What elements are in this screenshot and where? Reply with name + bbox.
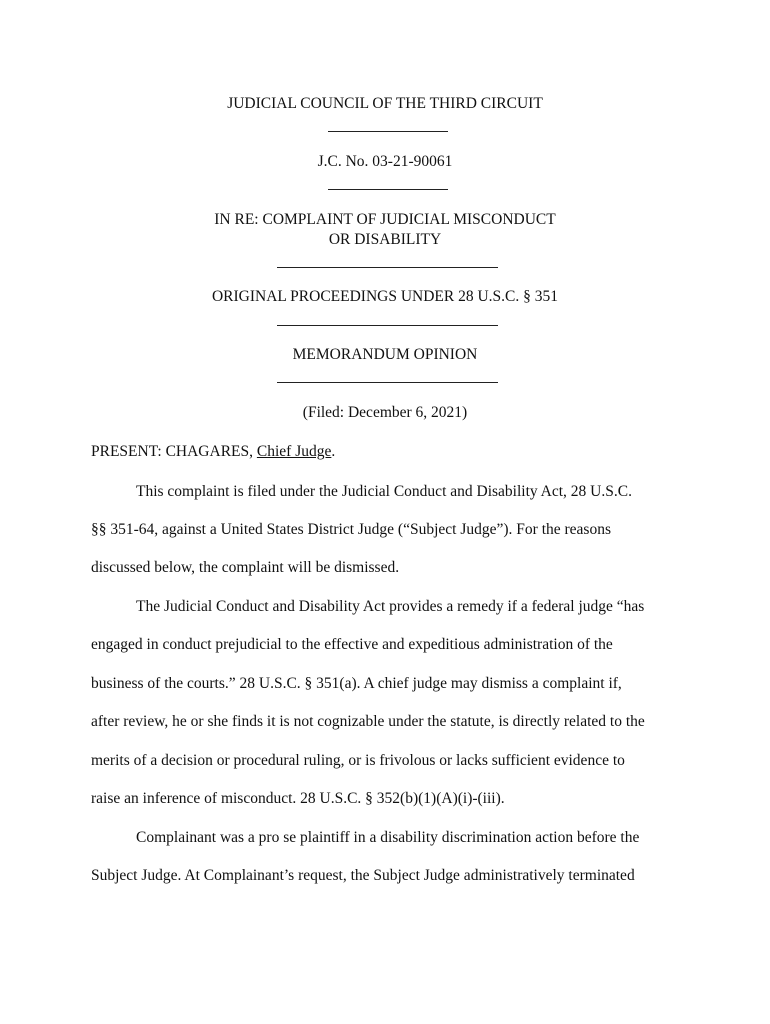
- body-line: after review, he or she finds it is not cognizable under the statute, is directly related to the: [91, 713, 645, 730]
- body-line: Complainant was a pro se plaintiff in a disability discrimination action before the: [136, 829, 640, 846]
- caption-divider: [277, 325, 498, 326]
- court-heading: JUDICIAL COUNCIL OF THE THIRD CIRCUIT: [227, 95, 543, 112]
- body-line: §§ 351-64, against a United States District Judge (“Subject Judge”). For the reasons: [91, 521, 611, 538]
- present-suffix: .: [331, 443, 336, 460]
- body-line: The Judicial Conduct and Disability Act provides a remedy if a federal judge “has: [136, 598, 645, 615]
- body-line: discussed below, the complaint will be dismissed.: [91, 559, 400, 576]
- body-line: engaged in conduct prejudicial to the effective and expeditious administration of the: [91, 636, 613, 653]
- present-line: [91, 442, 335, 462]
- in-re-line-1: IN RE: COMPLAINT OF JUDICIAL MISCONDUCT: [214, 211, 556, 228]
- body-line: This complaint is filed under the Judicial Conduct and Disability Act, 28 U.S.C.: [136, 483, 632, 500]
- body-line: merits of a decision or procedural ruling, or is frivolous or lacks sufficient evidence to: [91, 752, 625, 769]
- body-line: Subject Judge. At Complainant’s request, the Subject Judge administratively terminated: [91, 867, 635, 884]
- present-prefix: PRESENT: CHAGARES,: [91, 443, 257, 460]
- caption-divider: [328, 131, 448, 132]
- body-line: business of the courts.” 28 U.S.C. § 351(a). A chief judge may dismiss a complaint if,: [91, 675, 622, 692]
- filed-date: (Filed: December 6, 2021): [302, 404, 468, 421]
- document-type: MEMORANDUM OPINION: [292, 346, 478, 363]
- caption-divider: [277, 267, 498, 268]
- present-title: Chief Judge: [256, 443, 332, 460]
- case-number: J.C. No. 03-21-90061: [317, 153, 453, 170]
- caption-divider: [328, 189, 448, 190]
- proceedings-line: ORIGINAL PROCEEDINGS UNDER 28 U.S.C. § 351: [211, 288, 559, 305]
- in-re-line-2: OR DISABILITY: [328, 231, 442, 248]
- caption-divider: [277, 382, 498, 383]
- body-line: raise an inference of misconduct. 28 U.S.C. § 352(b)(1)(A)(i)-(iii).: [91, 790, 505, 807]
